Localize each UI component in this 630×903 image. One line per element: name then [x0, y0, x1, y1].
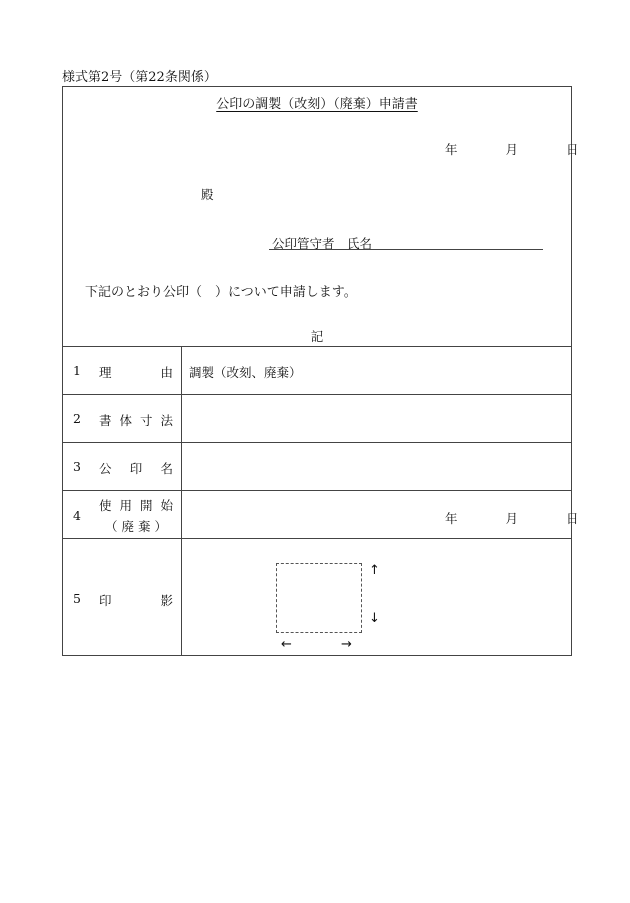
ki-heading: 記: [310, 329, 324, 344]
start-date[interactable]: [445, 509, 578, 527]
header-year: 年: [445, 142, 458, 157]
seal-impression-box[interactable]: [276, 563, 362, 633]
row-label: 書 体 寸 法: [99, 413, 173, 428]
applicant-name-field[interactable]: [269, 249, 543, 250]
row-number: 3: [73, 459, 81, 474]
applicant-label: 公印管守者 氏名: [272, 236, 373, 251]
header-date: [445, 140, 578, 158]
arrow-right-icon: →: [341, 637, 352, 652]
row-start-date: [63, 490, 579, 539]
addressee-suffix: 殿: [201, 187, 214, 202]
reason-value[interactable]: 調製（改刻、廃棄）: [189, 365, 302, 380]
header-month: 月: [505, 142, 518, 157]
arrow-up-icon: ↑: [369, 563, 380, 578]
row-label: 理 由: [99, 365, 173, 380]
header-day: 日: [565, 142, 579, 157]
row-reason: [63, 346, 571, 395]
start-day: 日: [565, 511, 579, 526]
application-form: [62, 86, 579, 656]
start-month: 月: [505, 511, 518, 526]
row-label-sub: （ 廃 棄 ）: [105, 519, 167, 534]
row-number: 4: [73, 508, 81, 523]
row-number: 5: [73, 591, 81, 606]
application-statement: 下記のとおり公印（ ）について申請します。: [85, 285, 357, 300]
arrow-down-icon: ↓: [369, 611, 380, 626]
row-label: 使 用 開 始: [99, 498, 173, 513]
row-seal-name: [63, 442, 571, 491]
row-label: 公 印 名: [99, 461, 173, 476]
start-year: 年: [445, 511, 458, 526]
row-number: 1: [73, 363, 81, 378]
row-number: 2: [73, 411, 81, 426]
arrow-left-icon: ←: [281, 637, 292, 652]
form-number-label: 様式第2号（第22条関係）: [62, 70, 217, 85]
row-label: 印 影: [99, 593, 173, 608]
row-font-size: [63, 394, 571, 443]
form-title: 公印の調製（改刻）（廃棄）申請書: [216, 97, 418, 112]
